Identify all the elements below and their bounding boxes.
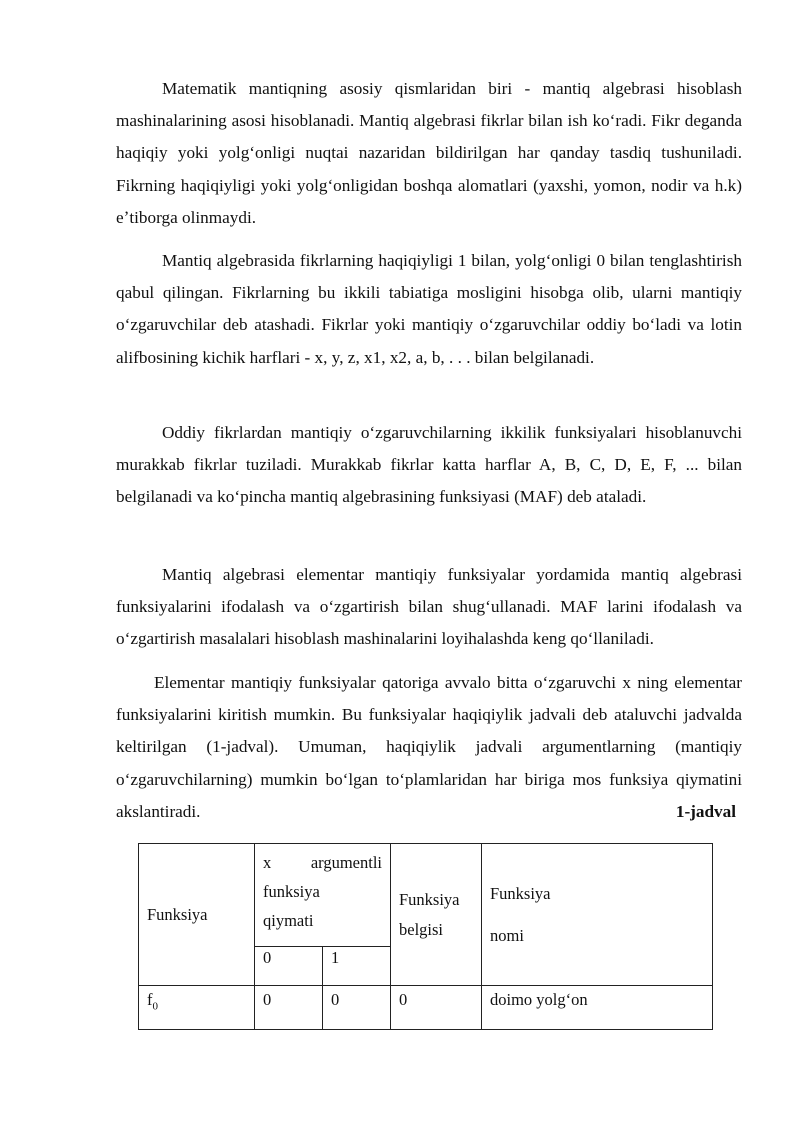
cell-function-symbol: f [147,990,153,1009]
truth-table [138,843,713,1030]
table-caption: 1-jadval [675,801,736,821]
header-name-line2: nomi [490,925,524,945]
header-arg-x: x [263,853,272,872]
header-argument-line1 [263,848,382,877]
header-arg-rest: funksiya qiymati [263,882,320,930]
cell-function [139,986,255,1030]
paragraph-5-text: Elementar mantiqiy funksiyalar qatoriga avvalo bitta oʻzgaruvchi x ning elementar funksiyalarini kiritish mumkin. Bu funksiyalar haqiqiylik jadvali deb ataluvchi jadvalda keltirilgan (1-jadval). Umuman, haqiqiylik jadvali argumentlarning (mantiqiy oʻzgaruvchilarning) mumkin boʻlgan toʻplamlaridan har biriga mos funksiya qiymatini akslantiradi. [116,673,742,821]
header-sign: Funksiya belgisi [391,844,482,986]
cell-sign: 0 [391,986,482,1030]
paragraph-2: Mantiq algebrasida fikrlarning haqiqiyligi 1 bilan, yolgʻonligi 0 bilan tenglashtirish qabul qilingan. Fikrlarning bu ikkili tabiatiga mosligini hisobga olib, ularni mantiqiy oʻzgaruvchilar deb atashadi. Fikrlar yoki mantiqiy oʻzgaruvchilar oddiy boʻladi va lotin alifbosining kichik harflari - x, y, z, x1, x2, a, b, . . . bilan belgilanadi. [116,251,742,367]
header-value-1: 1 [323,947,391,986]
paragraph-3: Oddiy fikrlardan mantiqiy oʻzgaruvchilarning ikkilik funksiyalari hisoblanuvchi murakkab fikrlar tuziladi. Murakkab fikrlar katta harflar A, B, C, D, E, F, ... bilan belgilanadi va koʻpincha mantiq algebrasining funksiyasi (MAF) deb ataladi. [116,423,742,507]
header-name-line1: Funksiya [490,883,551,903]
cell-function-index: 0 [152,1000,158,1013]
paragraph-5 [116,667,742,828]
paragraph-4: Mantiq algebrasi elementar mantiqiy funksiyalar yordamida mantiq algebrasi funksiyalarini ifodalash va oʻzgartirish bilan shugʻullanadi. MAF larini ifodalash va oʻzgartirish masalalari hisoblash mashinalarini loyihalashda keng qoʻllaniladi. [116,565,742,649]
header-name [482,844,713,986]
header-argument [255,844,391,947]
header-arg-word: argumentli [310,853,382,872]
cell-value-0: 0 [255,986,323,1030]
header-function: Funksiya [139,844,255,986]
table-row [139,986,713,1030]
paragraph-1: Matematik mantiqning asosiy qismlaridan biri - mantiq algebrasi hisoblash mashinalarining asosi hisoblanadi. Mantiq algebrasi fikrlar bilan ish koʻradi. Fikr deganda haqiqiy yoki yolgʻonligi nuqtai nazaridan bildirilgan har qanday tasdiq tushuniladi. Fikrning haqiqiyligi yoki yolgʻonligidan boshqa alomatlari (yaxshi, yomon, nodir va h.k) eʼtiborga olinmaydi. [116,79,742,227]
header-value-0: 0 [255,947,323,986]
cell-name: doimo yolgʻon [482,986,713,1030]
cell-value-1: 0 [323,986,391,1030]
table-header-row [139,844,713,947]
